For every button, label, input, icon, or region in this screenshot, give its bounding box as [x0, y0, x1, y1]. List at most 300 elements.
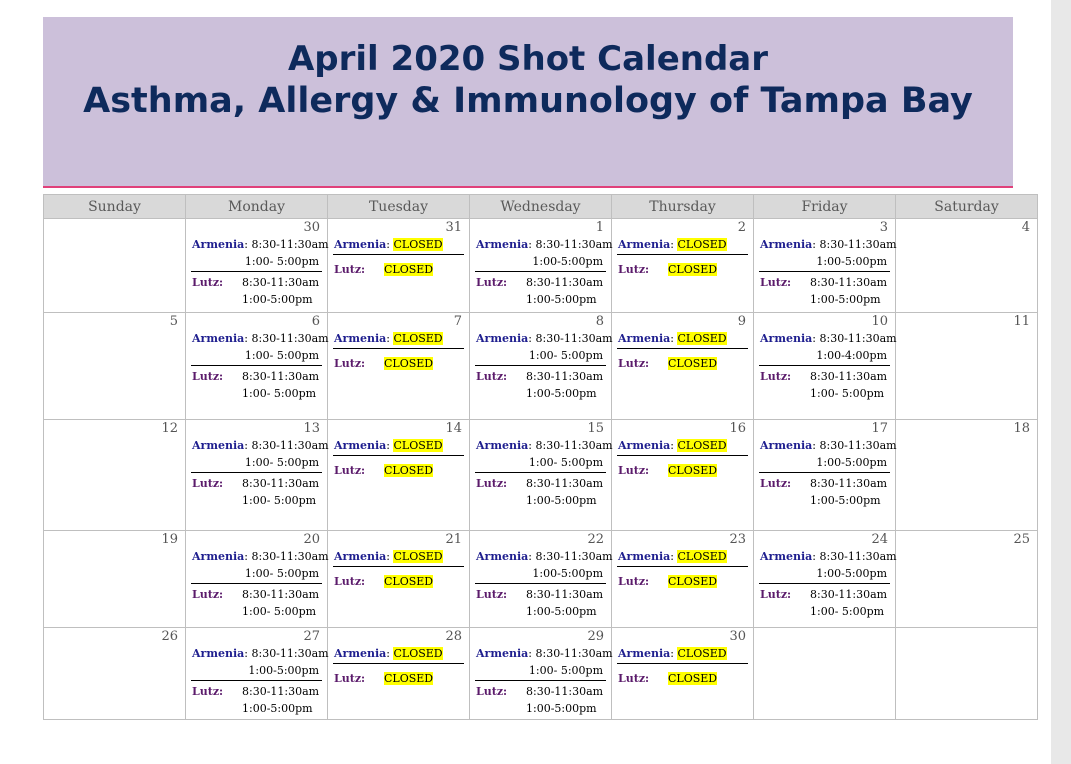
- lutz-line: [192, 274, 321, 291]
- lutz-line: [618, 670, 747, 687]
- day-cell: [44, 420, 186, 531]
- day-number: [754, 628, 895, 645]
- day-cell: [470, 219, 612, 313]
- lutz-hours-pm-line: [192, 492, 321, 509]
- location-separator: [333, 348, 464, 349]
- armenia-label: Armenia: [476, 550, 529, 563]
- lutz-label: Lutz:: [192, 685, 224, 698]
- armenia-label: Armenia: [760, 332, 813, 345]
- location-separator: [475, 365, 606, 366]
- armenia-line: Armenia: 8:30-11:30am: [192, 550, 329, 563]
- armenia-hours-pm-line: [476, 565, 605, 582]
- day-cell: [186, 313, 328, 420]
- location-separator: [475, 271, 606, 272]
- day-cell: [612, 531, 754, 628]
- armenia-label: Armenia: [192, 332, 245, 345]
- lutz-closed: CLOSED: [384, 672, 434, 685]
- lutz-line: [334, 670, 463, 687]
- lutz-label: Lutz:: [192, 370, 224, 383]
- lutz-line: [618, 355, 747, 372]
- day-cell: [470, 531, 612, 628]
- armenia-closed: CLOSED: [393, 332, 443, 345]
- armenia-hours-pm: 1:00- 5:00pm: [244, 456, 319, 469]
- day-cell: [328, 628, 470, 720]
- lutz-hours-pm: 1:00- 5:00pm: [242, 605, 317, 618]
- lutz-label: Lutz:: [760, 477, 792, 490]
- weekday-header: Tuesday: [328, 195, 470, 219]
- day-number: 27: [303, 629, 320, 644]
- lutz-label: Lutz:: [760, 276, 792, 289]
- day-cell: [754, 628, 896, 720]
- day-cell: [612, 219, 754, 313]
- lutz-line: [192, 368, 321, 385]
- armenia-line: Armenia: CLOSED: [618, 647, 727, 660]
- armenia-hours-am: 8:30-11:30am: [535, 332, 613, 345]
- armenia-label: Armenia: [192, 238, 245, 251]
- armenia-hours-am: 8:30-11:30am: [535, 647, 613, 660]
- lutz-hours-am: 8:30-11:30am: [526, 477, 604, 490]
- lutz-line: [760, 274, 889, 291]
- day-number: [44, 219, 185, 236]
- lutz-closed: CLOSED: [668, 672, 718, 685]
- day-number: 30: [729, 629, 746, 644]
- day-number: 28: [445, 629, 462, 644]
- day-number: 3: [879, 220, 888, 235]
- armenia-label: Armenia: [760, 238, 813, 251]
- location-separator: [333, 566, 464, 567]
- lutz-hours-pm-line: [476, 385, 605, 402]
- day-number: 30: [303, 220, 320, 235]
- location-separator: [333, 663, 464, 664]
- lutz-hours-pm-line: [760, 492, 889, 509]
- location-separator: [191, 680, 322, 681]
- armenia-line: Armenia: CLOSED: [334, 439, 443, 452]
- lutz-hours-pm: 1:00-5:00pm: [526, 494, 597, 507]
- day-cell: [328, 313, 470, 420]
- day-cell: [896, 420, 1038, 531]
- armenia-closed: CLOSED: [677, 238, 727, 251]
- day-cell: [44, 313, 186, 420]
- armenia-line: Armenia: 8:30-11:30am: [192, 439, 329, 452]
- location-separator: [191, 365, 322, 366]
- day-cell: [754, 420, 896, 531]
- weekday-header: Wednesday: [470, 195, 612, 219]
- day-cell: [186, 628, 328, 720]
- day-number: [896, 628, 1037, 645]
- lutz-hours-pm: 1:00-5:00pm: [526, 293, 597, 306]
- armenia-hours-am: 8:30-11:30am: [251, 647, 329, 660]
- day-number: 29: [587, 629, 604, 644]
- location-separator: [617, 254, 748, 255]
- lutz-closed: CLOSED: [668, 464, 718, 477]
- armenia-hours-pm-line: [760, 347, 889, 364]
- lutz-hours-pm-line: [192, 385, 321, 402]
- armenia-hours-pm: 1:00-5:00pm: [816, 456, 887, 469]
- weekday-header: Monday: [186, 195, 328, 219]
- day-cell: [470, 628, 612, 720]
- location-separator: [475, 680, 606, 681]
- lutz-hours-am: 8:30-11:30am: [242, 477, 320, 490]
- lutz-hours-am: 8:30-11:30am: [526, 370, 604, 383]
- lutz-label: Lutz:: [760, 588, 792, 601]
- lutz-hours-pm-line: [760, 291, 889, 308]
- armenia-label: Armenia: [192, 647, 245, 660]
- armenia-line: Armenia: 8:30-11:30am: [192, 238, 329, 251]
- week-row: [44, 420, 1038, 531]
- lutz-hours-pm-line: [192, 700, 321, 717]
- lutz-hours-am: 8:30-11:30am: [810, 276, 888, 289]
- lutz-label: Lutz:: [334, 263, 366, 276]
- location-separator: [475, 583, 606, 584]
- day-number: 22: [587, 532, 604, 547]
- lutz-hours-am: 8:30-11:30am: [242, 276, 320, 289]
- calendar-grid: [43, 194, 1038, 720]
- lutz-closed: CLOSED: [668, 575, 718, 588]
- armenia-hours-am: 8:30-11:30am: [819, 238, 897, 251]
- armenia-hours-pm: 1:00-5:00pm: [248, 664, 319, 677]
- day-cell: [754, 313, 896, 420]
- location-separator: [191, 472, 322, 473]
- lutz-line: [760, 368, 889, 385]
- armenia-hours-pm: 1:00- 5:00pm: [244, 567, 319, 580]
- lutz-label: Lutz:: [618, 672, 650, 685]
- weekday-header: Friday: [754, 195, 896, 219]
- armenia-hours-pm-line: [476, 662, 605, 679]
- lutz-closed: CLOSED: [668, 357, 718, 370]
- location-separator: [617, 455, 748, 456]
- armenia-line: Armenia: CLOSED: [334, 332, 443, 345]
- day-number: 6: [311, 314, 320, 329]
- armenia-hours-pm: 1:00-4:00pm: [816, 349, 887, 362]
- lutz-line: [760, 475, 889, 492]
- day-number: 12: [161, 421, 178, 436]
- lutz-hours-am: 8:30-11:30am: [242, 370, 320, 383]
- armenia-hours-am: 8:30-11:30am: [535, 550, 613, 563]
- lutz-label: Lutz:: [476, 370, 508, 383]
- weekday-header: Thursday: [612, 195, 754, 219]
- calendar-header: [43, 17, 1013, 188]
- day-number: 4: [1021, 220, 1030, 235]
- day-number: 15: [587, 421, 604, 436]
- lutz-hours-pm-line: [476, 603, 605, 620]
- day-number: 25: [1013, 532, 1030, 547]
- day-number: 19: [161, 532, 178, 547]
- lutz-label: Lutz:: [192, 477, 224, 490]
- day-cell: [186, 420, 328, 531]
- day-cell: [754, 531, 896, 628]
- armenia-hours-pm-line: [192, 347, 321, 364]
- armenia-hours-am: 8:30-11:30am: [819, 332, 897, 345]
- armenia-hours-pm-line: [476, 253, 605, 270]
- armenia-line: Armenia: CLOSED: [334, 550, 443, 563]
- lutz-line: [192, 683, 321, 700]
- lutz-label: Lutz:: [334, 575, 366, 588]
- day-number: 2: [737, 220, 746, 235]
- armenia-label: Armenia: [618, 332, 671, 345]
- lutz-label: Lutz:: [334, 672, 366, 685]
- lutz-hours-am: 8:30-11:30am: [526, 276, 604, 289]
- page-title: April 2020 Shot Calendar: [287, 39, 769, 79]
- day-cell: [612, 420, 754, 531]
- armenia-label: Armenia: [476, 439, 529, 452]
- location-separator: [333, 455, 464, 456]
- day-number: 31: [445, 220, 462, 235]
- armenia-line: Armenia: 8:30-11:30am: [476, 439, 613, 452]
- lutz-hours-pm-line: [192, 291, 321, 308]
- week-row: [44, 628, 1038, 720]
- armenia-label: Armenia: [760, 550, 813, 563]
- day-cell: [470, 313, 612, 420]
- lutz-label: Lutz:: [334, 357, 366, 370]
- armenia-closed: CLOSED: [677, 332, 727, 345]
- day-number: 20: [303, 532, 320, 547]
- day-number: 5: [169, 314, 178, 329]
- location-separator: [191, 271, 322, 272]
- armenia-label: Armenia: [192, 439, 245, 452]
- day-cell: [44, 219, 186, 313]
- day-cell: [896, 313, 1038, 420]
- armenia-hours-pm: 1:00-5:00pm: [816, 255, 887, 268]
- armenia-label: Armenia: [476, 238, 529, 251]
- lutz-hours-pm: 1:00- 5:00pm: [242, 387, 317, 400]
- lutz-hours-pm: 1:00-5:00pm: [526, 702, 597, 715]
- week-row: [44, 531, 1038, 628]
- lutz-closed: CLOSED: [384, 575, 434, 588]
- armenia-hours-pm: 1:00- 5:00pm: [528, 349, 603, 362]
- armenia-hours-am: 8:30-11:30am: [819, 550, 897, 563]
- armenia-hours-pm-line: [760, 565, 889, 582]
- day-number: 17: [871, 421, 888, 436]
- armenia-closed: CLOSED: [677, 439, 727, 452]
- armenia-hours-am: 8:30-11:30am: [535, 238, 613, 251]
- lutz-label: Lutz:: [618, 464, 650, 477]
- location-separator: [617, 663, 748, 664]
- armenia-closed: CLOSED: [393, 550, 443, 563]
- lutz-closed: CLOSED: [384, 357, 434, 370]
- lutz-line: [618, 261, 747, 278]
- lutz-label: Lutz:: [760, 370, 792, 383]
- lutz-hours-pm: 1:00-5:00pm: [242, 293, 313, 306]
- lutz-hours-pm: 1:00-5:00pm: [242, 702, 313, 715]
- armenia-hours-am: 8:30-11:30am: [251, 439, 329, 452]
- lutz-line: [476, 683, 605, 700]
- lutz-hours-pm-line: [760, 385, 889, 402]
- day-cell: [328, 420, 470, 531]
- location-separator: [617, 566, 748, 567]
- lutz-line: [476, 586, 605, 603]
- armenia-line: Armenia: 8:30-11:30am: [760, 238, 897, 251]
- armenia-closed: CLOSED: [677, 550, 727, 563]
- armenia-label: Armenia: [334, 439, 387, 452]
- day-number: 10: [871, 314, 888, 329]
- day-cell: [186, 219, 328, 313]
- armenia-line: Armenia: 8:30-11:30am: [192, 332, 329, 345]
- lutz-line: [192, 586, 321, 603]
- armenia-line: Armenia: 8:30-11:30am: [760, 439, 897, 452]
- armenia-line: Armenia: CLOSED: [618, 439, 727, 452]
- lutz-line: [334, 261, 463, 278]
- armenia-hours-pm: 1:00-5:00pm: [532, 567, 603, 580]
- lutz-line: [192, 475, 321, 492]
- lutz-label: Lutz:: [618, 575, 650, 588]
- armenia-closed: CLOSED: [393, 439, 443, 452]
- armenia-label: Armenia: [618, 238, 671, 251]
- day-number: 23: [729, 532, 746, 547]
- location-separator: [759, 583, 890, 584]
- lutz-hours-am: 8:30-11:30am: [526, 685, 604, 698]
- lutz-closed: CLOSED: [384, 263, 434, 276]
- day-number: 16: [729, 421, 746, 436]
- page-subtitle: Asthma, Allergy & Immunology of Tampa Bay: [83, 81, 973, 121]
- armenia-closed: CLOSED: [393, 647, 443, 660]
- day-number: 8: [595, 314, 604, 329]
- lutz-line: [618, 462, 747, 479]
- armenia-hours-pm: 1:00- 5:00pm: [244, 255, 319, 268]
- lutz-closed: CLOSED: [384, 464, 434, 477]
- armenia-hours-pm-line: [760, 253, 889, 270]
- lutz-label: Lutz:: [476, 588, 508, 601]
- lutz-hours-am: 8:30-11:30am: [810, 477, 888, 490]
- day-cell: [612, 313, 754, 420]
- armenia-hours-pm: 1:00- 5:00pm: [244, 349, 319, 362]
- day-cell: [186, 531, 328, 628]
- day-cell: [470, 420, 612, 531]
- armenia-hours-pm-line: [192, 565, 321, 582]
- day-number: 13: [303, 421, 320, 436]
- day-cell: [44, 531, 186, 628]
- lutz-hours-pm: 1:00- 5:00pm: [810, 387, 885, 400]
- lutz-hours-pm: 1:00-5:00pm: [810, 293, 881, 306]
- armenia-label: Armenia: [334, 550, 387, 563]
- armenia-label: Armenia: [192, 550, 245, 563]
- lutz-line: [476, 475, 605, 492]
- lutz-hours-am: 8:30-11:30am: [242, 588, 320, 601]
- armenia-hours-am: 8:30-11:30am: [535, 439, 613, 452]
- lutz-line: [618, 573, 747, 590]
- weekday-header: Sunday: [44, 195, 186, 219]
- lutz-label: Lutz:: [334, 464, 366, 477]
- armenia-hours-am: 8:30-11:30am: [251, 332, 329, 345]
- lutz-hours-am: 8:30-11:30am: [242, 685, 320, 698]
- armenia-label: Armenia: [334, 647, 387, 660]
- lutz-hours-pm-line: [760, 603, 889, 620]
- armenia-hours-pm: 1:00-5:00pm: [816, 567, 887, 580]
- weekday-header-row: [44, 195, 1038, 219]
- armenia-hours-pm-line: [192, 253, 321, 270]
- week-row: [44, 219, 1038, 313]
- day-number: 26: [161, 629, 178, 644]
- armenia-hours-pm: 1:00-5:00pm: [532, 255, 603, 268]
- day-number: 9: [737, 314, 746, 329]
- lutz-label: Lutz:: [192, 588, 224, 601]
- lutz-hours-pm-line: [476, 700, 605, 717]
- lutz-label: Lutz:: [476, 685, 508, 698]
- armenia-line: Armenia: 8:30-11:30am: [760, 550, 897, 563]
- lutz-line: [476, 368, 605, 385]
- lutz-label: Lutz:: [476, 276, 508, 289]
- lutz-hours-pm: 1:00- 5:00pm: [810, 605, 885, 618]
- lutz-label: Lutz:: [476, 477, 508, 490]
- day-number: 11: [1013, 314, 1030, 329]
- lutz-hours-am: 8:30-11:30am: [526, 588, 604, 601]
- day-cell: [754, 219, 896, 313]
- location-separator: [333, 254, 464, 255]
- armenia-line: Armenia: CLOSED: [334, 647, 443, 660]
- armenia-hours-pm-line: [192, 454, 321, 471]
- armenia-label: Armenia: [476, 647, 529, 660]
- armenia-label: Armenia: [618, 550, 671, 563]
- lutz-line: [476, 274, 605, 291]
- armenia-hours-pm: 1:00- 5:00pm: [528, 456, 603, 469]
- day-number: 1: [595, 220, 604, 235]
- day-cell: [612, 628, 754, 720]
- location-separator: [475, 472, 606, 473]
- armenia-line: Armenia: CLOSED: [618, 238, 727, 251]
- weekday-header: Saturday: [896, 195, 1038, 219]
- day-number: 18: [1013, 421, 1030, 436]
- armenia-hours-am: 8:30-11:30am: [251, 238, 329, 251]
- armenia-line: Armenia: CLOSED: [618, 550, 727, 563]
- location-separator: [759, 472, 890, 473]
- day-cell: [328, 219, 470, 313]
- armenia-closed: CLOSED: [677, 647, 727, 660]
- armenia-line: Armenia: 8:30-11:30am: [760, 332, 897, 345]
- lutz-hours-pm: 1:00- 5:00pm: [242, 494, 317, 507]
- armenia-line: Armenia: CLOSED: [334, 238, 443, 251]
- lutz-line: [334, 573, 463, 590]
- lutz-hours-pm: 1:00-5:00pm: [526, 605, 597, 618]
- lutz-label: Lutz:: [618, 263, 650, 276]
- day-number: 7: [453, 314, 462, 329]
- lutz-label: Lutz:: [618, 357, 650, 370]
- week-row: [44, 313, 1038, 420]
- armenia-label: Armenia: [760, 439, 813, 452]
- day-number: 14: [445, 421, 462, 436]
- location-separator: [617, 348, 748, 349]
- armenia-hours-pm-line: [760, 454, 889, 471]
- armenia-hours-pm-line: [476, 347, 605, 364]
- lutz-hours-am: 8:30-11:30am: [810, 588, 888, 601]
- armenia-hours-am: 8:30-11:30am: [819, 439, 897, 452]
- armenia-line: Armenia: CLOSED: [618, 332, 727, 345]
- day-cell: [328, 531, 470, 628]
- lutz-hours-am: 8:30-11:30am: [810, 370, 888, 383]
- location-separator: [759, 365, 890, 366]
- armenia-label: Armenia: [476, 332, 529, 345]
- armenia-line: Armenia: 8:30-11:30am: [476, 647, 613, 660]
- scrollbar-track[interactable]: [1051, 0, 1071, 764]
- armenia-closed: CLOSED: [393, 238, 443, 251]
- lutz-line: [334, 462, 463, 479]
- armenia-label: Armenia: [334, 332, 387, 345]
- lutz-line: [760, 586, 889, 603]
- armenia-line: Armenia: 8:30-11:30am: [476, 238, 613, 251]
- lutz-hours-pm-line: [476, 492, 605, 509]
- day-number: 21: [445, 532, 462, 547]
- location-separator: [191, 583, 322, 584]
- lutz-closed: CLOSED: [668, 263, 718, 276]
- armenia-line: Armenia: 8:30-11:30am: [476, 332, 613, 345]
- lutz-label: Lutz:: [192, 276, 224, 289]
- lutz-hours-pm: 1:00-5:00pm: [810, 494, 881, 507]
- location-separator: [759, 271, 890, 272]
- armenia-hours-pm-line: [192, 662, 321, 679]
- armenia-label: Armenia: [334, 238, 387, 251]
- armenia-hours-am: 8:30-11:30am: [251, 550, 329, 563]
- armenia-hours-pm-line: [476, 454, 605, 471]
- armenia-line: Armenia: 8:30-11:30am: [192, 647, 329, 660]
- day-cell: [44, 628, 186, 720]
